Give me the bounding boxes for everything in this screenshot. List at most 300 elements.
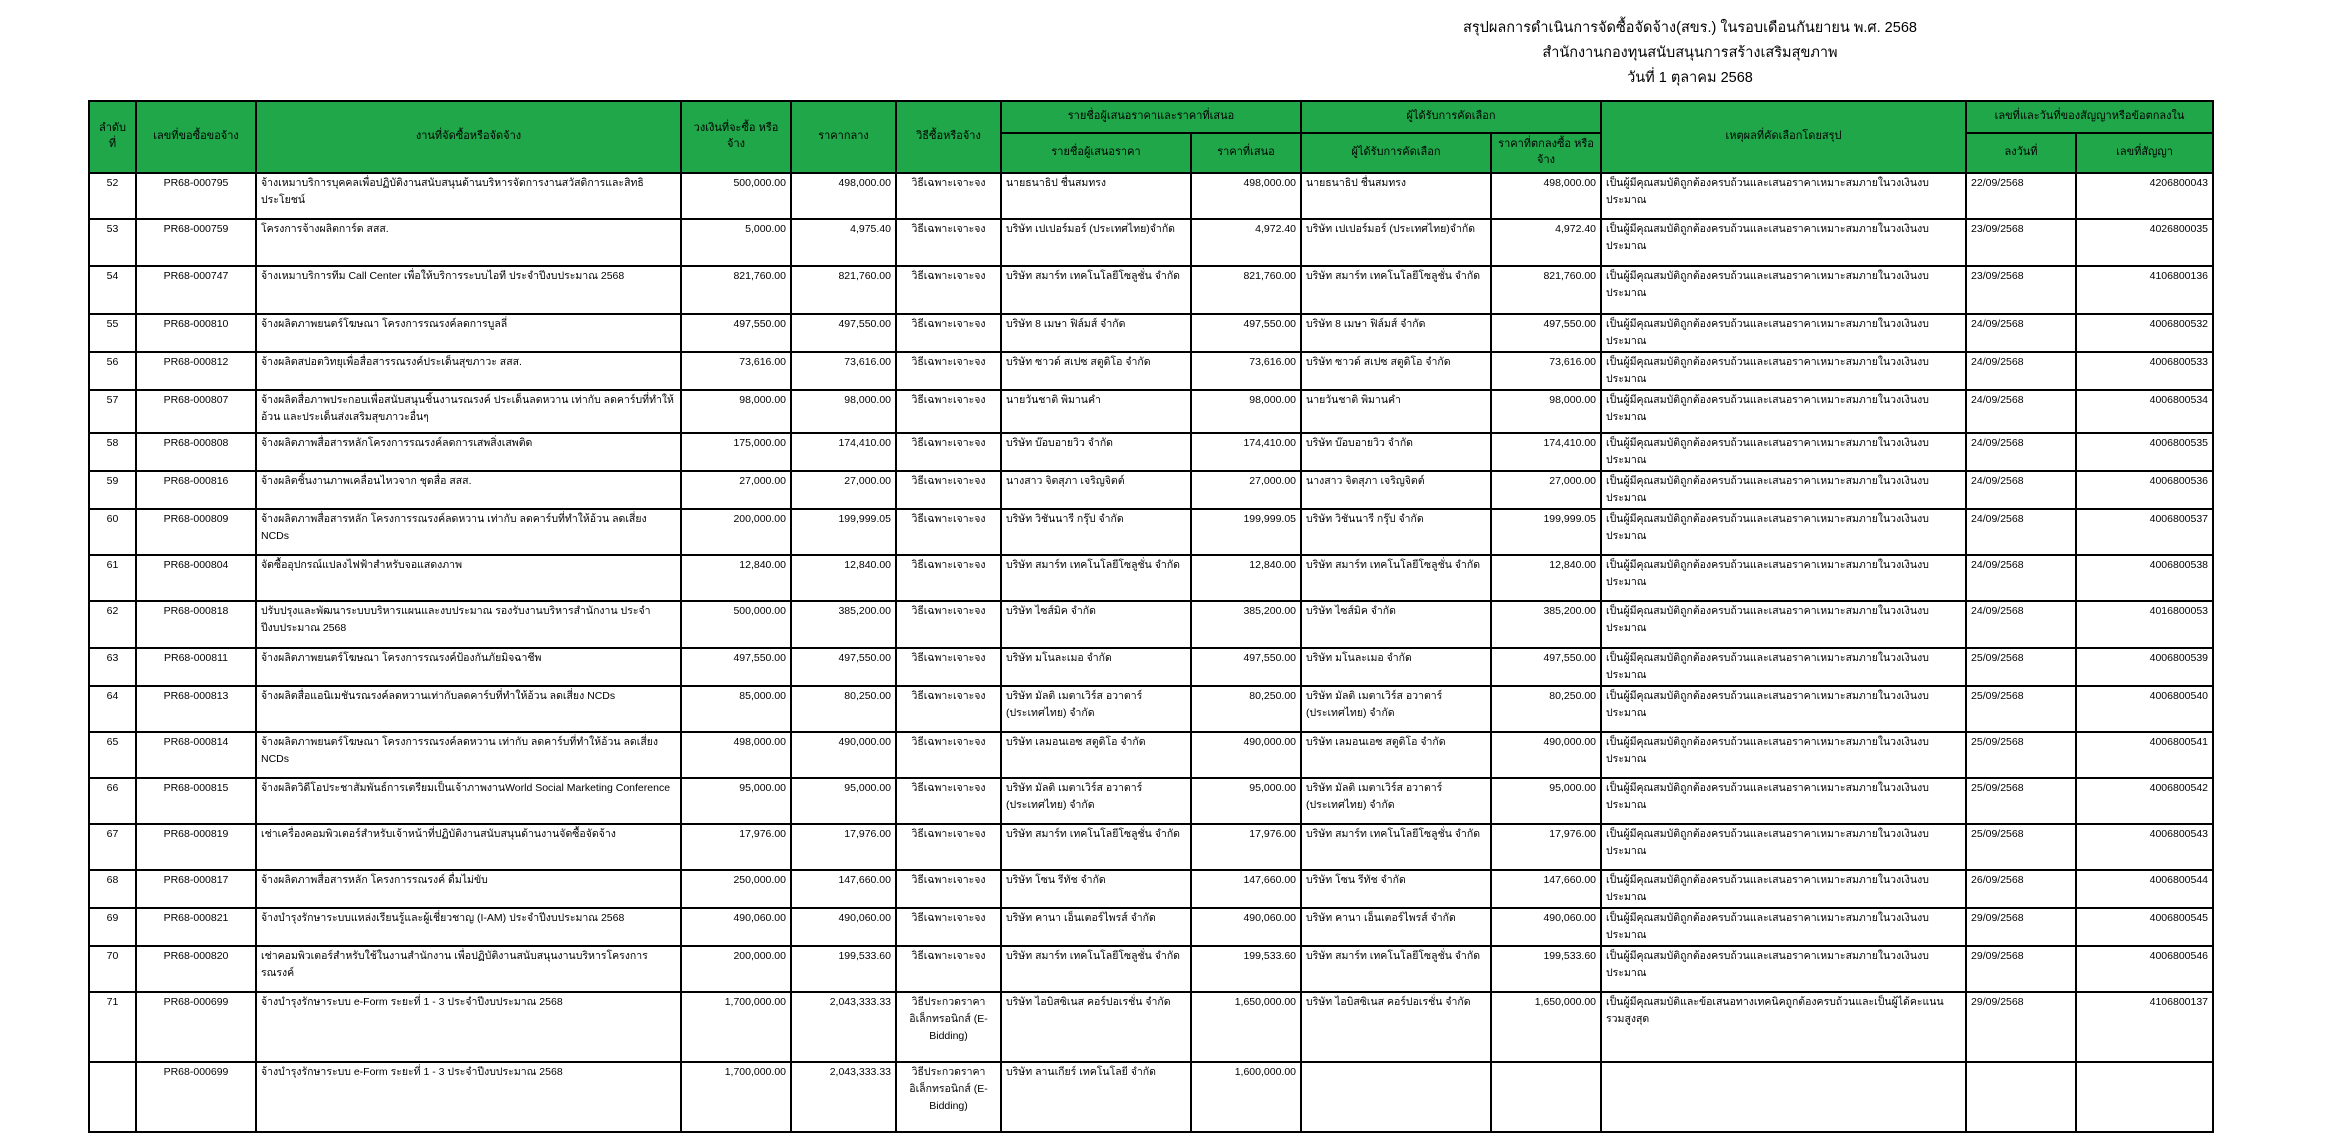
col-header-contract-group: เลขที่และวันที่ของสัญญาหรือข้อตกลงใน — [1966, 101, 2213, 133]
cell-agreed-price: 490,000.00 — [1491, 732, 1601, 778]
cell-bidder: บริษัท มัลติ เมตาเวิร์ส อวาตาร์ (ประเทศไทย) จำกัด — [1001, 686, 1191, 732]
cell-winner: บริษัท สมาร์ท เทคโนโลยีโซลูชั่น จำกัด — [1301, 824, 1491, 870]
cell-job: จ้างเหมาบริการบุคคลเพื่อปฏิบัติงานสนับสนุนด้านบริหารจัดการงานสวัสดิการและสิทธิประโยชน์ — [256, 173, 681, 219]
cell-sign-date: 24/09/2568 — [1966, 555, 2076, 601]
cell-winner: นายวันชาติ พิมานคำ — [1301, 390, 1491, 433]
cell-method: วิธีเฉพาะเจาะจง — [896, 824, 1001, 870]
cell-bidder: นายธนาธิป ชื่นสมทรง — [1001, 173, 1191, 219]
cell-request-no: PR68-000759 — [136, 219, 256, 266]
table-row — [89, 433, 2213, 471]
table-row — [89, 648, 2213, 686]
cell-bid-price: 73,616.00 — [1191, 352, 1301, 390]
cell-winner: บริษัท มัลติ เมตาเวิร์ส อวาตาร์ (ประเทศไทย) จำกัด — [1301, 778, 1491, 824]
cell-method: วิธีประกวดราคาอิเล็กทรอนิกส์ (E-Bidding) — [896, 1062, 1001, 1132]
cell-no: 60 — [89, 509, 136, 555]
cell-request-no: PR68-000804 — [136, 555, 256, 601]
cell-bidder: บริษัท เลมอนเอซ สตูดิโอ จำกัด — [1001, 732, 1191, 778]
cell-bidder: บริษัท บ๊อบอายวิว จำกัด — [1001, 433, 1191, 471]
cell-budget: 17,976.00 — [681, 824, 791, 870]
cell-job: จ้างผลิตภาพยนตร์โฆษณา โครงการรณรงค์ลดการบูลลี่ — [256, 314, 681, 352]
cell-reason — [1601, 1062, 1966, 1132]
cell-agreed-price: 490,060.00 — [1491, 908, 1601, 946]
cell-method: วิธีเฉพาะเจาะจง — [896, 352, 1001, 390]
cell-mid-price: 199,999.05 — [791, 509, 896, 555]
cell-no: 57 — [89, 390, 136, 433]
cell-job: จัดซื้ออุปกรณ์แปลงไฟฟ้าสำหรับจอแสดงภาพ — [256, 555, 681, 601]
cell-bidder: บริษัท ไซส์มิค จำกัด — [1001, 601, 1191, 648]
cell-no — [89, 1062, 136, 1132]
col-header-budget: วงเงินที่จะซื้อ หรือจ้าง — [681, 101, 791, 173]
cell-reason: เป็นผู้มีคุณสมบัติและข้อเสนอทางเทคนิคถูกต้องครบถ้วนและเป็นผู้ได้คะแนนรวมสูงสุด — [1601, 992, 1966, 1062]
cell-agreed-price: 17,976.00 — [1491, 824, 1601, 870]
cell-contract-no: 4026800035 — [2076, 219, 2213, 266]
cell-reason: เป็นผู้มีคุณสมบัติถูกต้องครบถ้วนและเสนอราคาเหมาะสมภายในวงเงินงบประมาณ — [1601, 648, 1966, 686]
table-row — [89, 390, 2213, 433]
cell-bid-price: 497,550.00 — [1191, 314, 1301, 352]
cell-mid-price: 4,975.40 — [791, 219, 896, 266]
cell-job: จ้างผลิตภาพสื่อสารหลักโครงการรณรงค์ลดการเสพสิ่งเสพติด — [256, 433, 681, 471]
cell-no: 56 — [89, 352, 136, 390]
cell-bidder: บริษัท คานา เอ็นเตอร์ไพรส์ จำกัด — [1001, 908, 1191, 946]
table-row — [89, 686, 2213, 732]
cell-budget: 497,550.00 — [681, 314, 791, 352]
cell-reason: เป็นผู้มีคุณสมบัติถูกต้องครบถ้วนและเสนอราคาเหมาะสมภายในวงเงินงบประมาณ — [1601, 824, 1966, 870]
cell-request-no: PR68-000813 — [136, 686, 256, 732]
cell-no: 59 — [89, 471, 136, 509]
cell-agreed-price: 147,660.00 — [1491, 870, 1601, 908]
cell-contract-no: 4206800043 — [2076, 173, 2213, 219]
cell-contract-no: 4006800545 — [2076, 908, 2213, 946]
cell-mid-price: 2,043,333.33 — [791, 992, 896, 1062]
cell-job: จ้างผลิตสื่อภาพประกอบเพื่อสนับสนุนชิ้นงานรณรงค์ ประเด็นลดหวาน เท่ากับ ลดคาร์บที่ทำให้อ้วน และประเด็นส่งเสริมสุขภาวะอื่นๆ — [256, 390, 681, 433]
cell-bidder: บริษัท โซน รีทัช จำกัด — [1001, 870, 1191, 908]
cell-method: วิธีเฉพาะเจาะจง — [896, 433, 1001, 471]
cell-budget: 95,000.00 — [681, 778, 791, 824]
cell-method: วิธีเฉพาะเจาะจง — [896, 173, 1001, 219]
cell-method: วิธีเฉพาะเจาะจง — [896, 219, 1001, 266]
cell-bid-price: 174,410.00 — [1191, 433, 1301, 471]
cell-request-no: PR68-000808 — [136, 433, 256, 471]
cell-method: วิธีเฉพาะเจาะจง — [896, 266, 1001, 314]
table-row — [89, 732, 2213, 778]
cell-budget: 1,700,000.00 — [681, 992, 791, 1062]
cell-bid-price: 147,660.00 — [1191, 870, 1301, 908]
cell-contract-no: 4006800538 — [2076, 555, 2213, 601]
cell-contract-no: 4006800532 — [2076, 314, 2213, 352]
cell-bid-price: 17,976.00 — [1191, 824, 1301, 870]
cell-winner: บริษัท มัลติ เมตาเวิร์ส อวาตาร์ (ประเทศไทย) จำกัด — [1301, 686, 1491, 732]
table-row — [89, 778, 2213, 824]
cell-contract-no: 4006800537 — [2076, 509, 2213, 555]
cell-reason: เป็นผู้มีคุณสมบัติถูกต้องครบถ้วนและเสนอราคาเหมาะสมภายในวงเงินงบประมาณ — [1601, 219, 1966, 266]
cell-budget: 200,000.00 — [681, 509, 791, 555]
cell-request-no: PR68-000795 — [136, 173, 256, 219]
cell-winner: บริษัท ซาวด์ สเปซ สตูดิโอ จำกัด — [1301, 352, 1491, 390]
cell-winner: บริษัท บ๊อบอายวิว จำกัด — [1301, 433, 1491, 471]
cell-budget: 200,000.00 — [681, 946, 791, 992]
col-header-bid-price: ราคาที่เสนอ — [1191, 133, 1301, 173]
cell-no: 69 — [89, 908, 136, 946]
cell-contract-no: 4006800534 — [2076, 390, 2213, 433]
cell-bid-price: 490,000.00 — [1191, 732, 1301, 778]
cell-agreed-price: 73,616.00 — [1491, 352, 1601, 390]
cell-budget: 27,000.00 — [681, 471, 791, 509]
cell-agreed-price: 385,200.00 — [1491, 601, 1601, 648]
cell-agreed-price: 498,000.00 — [1491, 173, 1601, 219]
cell-job: จ้างเหมาบริการทีม Call Center เพื่อให้บริการระบบไอที ประจำปีงบประมาณ 2568 — [256, 266, 681, 314]
cell-job: จ้างผลิตภาพยนตร์โฆษณา โครงการรณรงค์ลดหวาน เท่ากับ ลดคาร์บที่ทำให้อ้วน ลดเสี่ยง NCDs — [256, 732, 681, 778]
cell-sign-date: 23/09/2568 — [1966, 266, 2076, 314]
cell-sign-date: 24/09/2568 — [1966, 601, 2076, 648]
cell-job: จ้างผลิตชิ้นงานภาพเคลื่อนไหวจาก ชุดสื่อ สสส. — [256, 471, 681, 509]
procurement-table — [88, 100, 2214, 1133]
cell-mid-price: 490,060.00 — [791, 908, 896, 946]
cell-bidder: บริษัท ซาวด์ สเปซ สตูดิโอ จำกัด — [1001, 352, 1191, 390]
cell-sign-date: 23/09/2568 — [1966, 219, 2076, 266]
cell-bidder: บริษัท สมาร์ท เทคโนโลยีโซลูชั่น จำกัด — [1001, 946, 1191, 992]
cell-budget: 498,000.00 — [681, 732, 791, 778]
cell-bid-price: 490,060.00 — [1191, 908, 1301, 946]
report-title-line3: วันที่ 1 ตุลาคม 2568 — [1627, 70, 1753, 86]
cell-bid-price: 385,200.00 — [1191, 601, 1301, 648]
cell-budget: 821,760.00 — [681, 266, 791, 314]
cell-contract-no: 4106800136 — [2076, 266, 2213, 314]
cell-reason: เป็นผู้มีคุณสมบัติถูกต้องครบถ้วนและเสนอราคาเหมาะสมภายในวงเงินงบประมาณ — [1601, 946, 1966, 992]
cell-sign-date: 25/09/2568 — [1966, 686, 2076, 732]
cell-job: โครงการจ้างผลิตการ์ด สสส. — [256, 219, 681, 266]
cell-winner: บริษัท 8 เมษา ฟิล์มส์ จำกัด — [1301, 314, 1491, 352]
cell-method: วิธีเฉพาะเจาะจง — [896, 390, 1001, 433]
cell-bidder: บริษัท วิชันนารี กรุ๊ป จำกัด — [1001, 509, 1191, 555]
cell-sign-date: 29/09/2568 — [1966, 946, 2076, 992]
cell-budget: 73,616.00 — [681, 352, 791, 390]
cell-budget: 250,000.00 — [681, 870, 791, 908]
cell-no: 62 — [89, 601, 136, 648]
cell-reason: เป็นผู้มีคุณสมบัติถูกต้องครบถ้วนและเสนอราคาเหมาะสมภายในวงเงินงบประมาณ — [1601, 870, 1966, 908]
cell-request-no: PR68-000814 — [136, 732, 256, 778]
cell-agreed-price: 27,000.00 — [1491, 471, 1601, 509]
cell-budget: 85,000.00 — [681, 686, 791, 732]
table-row — [89, 601, 2213, 648]
cell-sign-date: 24/09/2568 — [1966, 390, 2076, 433]
table-row — [89, 352, 2213, 390]
col-header-winner: ผู้ได้รับการคัดเลือก — [1301, 133, 1491, 173]
cell-bid-price: 80,250.00 — [1191, 686, 1301, 732]
cell-sign-date: 22/09/2568 — [1966, 173, 2076, 219]
cell-budget: 500,000.00 — [681, 173, 791, 219]
cell-mid-price: 498,000.00 — [791, 173, 896, 219]
cell-winner: บริษัท สมาร์ท เทคโนโลยีโซลูชั่น จำกัด — [1301, 555, 1491, 601]
cell-bid-price: 12,840.00 — [1191, 555, 1301, 601]
cell-request-no: PR68-000821 — [136, 908, 256, 946]
cell-method: วิธีประกวดราคาอิเล็กทรอนิกส์ (E-Bidding) — [896, 992, 1001, 1062]
cell-bidder: นางสาว จิตสุภา เจริญจิตต์ — [1001, 471, 1191, 509]
cell-no: 55 — [89, 314, 136, 352]
cell-sign-date: 29/09/2568 — [1966, 992, 2076, 1062]
report-title-line2: สำนักงานกองทุนสนับสนุนการสร้างเสริมสุขภาพ — [1542, 45, 1838, 61]
col-header-no: ลำดับ ที่ — [89, 101, 136, 173]
cell-reason: เป็นผู้มีคุณสมบัติถูกต้องครบถ้วนและเสนอราคาเหมาะสมภายในวงเงินงบประมาณ — [1601, 352, 1966, 390]
cell-agreed-price: 4,972.40 — [1491, 219, 1601, 266]
table-row — [89, 824, 2213, 870]
cell-no: 54 — [89, 266, 136, 314]
cell-winner: บริษัท วิชันนารี กรุ๊ป จำกัด — [1301, 509, 1491, 555]
cell-bid-price: 98,000.00 — [1191, 390, 1301, 433]
cell-contract-no: 4016800053 — [2076, 601, 2213, 648]
cell-no: 71 — [89, 992, 136, 1062]
cell-bidder: นายวันชาติ พิมานคำ — [1001, 390, 1191, 433]
col-header-job: งานที่จัดซื้อหรือจัดจ้าง — [256, 101, 681, 173]
cell-agreed-price: 821,760.00 — [1491, 266, 1601, 314]
cell-method: วิธีเฉพาะเจาะจง — [896, 471, 1001, 509]
cell-reason: เป็นผู้มีคุณสมบัติถูกต้องครบถ้วนและเสนอราคาเหมาะสมภายในวงเงินงบประมาณ — [1601, 314, 1966, 352]
cell-winner: บริษัท โซน รีทัช จำกัด — [1301, 870, 1491, 908]
col-header-bidders-group: รายชื่อผู้เสนอราคาและราคาที่เสนอ — [1001, 101, 1301, 133]
cell-winner: บริษัท มโนละเมอ จำกัด — [1301, 648, 1491, 686]
cell-agreed-price: 95,000.00 — [1491, 778, 1601, 824]
table-row — [89, 908, 2213, 946]
cell-reason: เป็นผู้มีคุณสมบัติถูกต้องครบถ้วนและเสนอราคาเหมาะสมภายในวงเงินงบประมาณ — [1601, 471, 1966, 509]
table-row — [89, 314, 2213, 352]
cell-contract-no: 4006800543 — [2076, 824, 2213, 870]
table-row — [89, 992, 2213, 1062]
table-row — [89, 555, 2213, 601]
cell-budget: 1,700,000.00 — [681, 1062, 791, 1132]
cell-request-no: PR68-000812 — [136, 352, 256, 390]
cell-reason: เป็นผู้มีคุณสมบัติถูกต้องครบถ้วนและเสนอราคาเหมาะสมภายในวงเงินงบประมาณ — [1601, 778, 1966, 824]
table-row — [89, 870, 2213, 908]
cell-bid-price: 497,550.00 — [1191, 648, 1301, 686]
cell-mid-price: 73,616.00 — [791, 352, 896, 390]
cell-contract-no: 4006800546 — [2076, 946, 2213, 992]
cell-mid-price: 98,000.00 — [791, 390, 896, 433]
cell-winner: บริษัท เลมอนเอซ สตูดิโอ จำกัด — [1301, 732, 1491, 778]
cell-winner: บริษัท ไซส์มิค จำกัด — [1301, 601, 1491, 648]
cell-reason: เป็นผู้มีคุณสมบัติถูกต้องครบถ้วนและเสนอราคาเหมาะสมภายในวงเงินงบประมาณ — [1601, 173, 1966, 219]
cell-winner: บริษัท เปเปอร์มอร์ (ประเทศไทย)จำกัด — [1301, 219, 1491, 266]
cell-job: จ้างผลิตภาพยนตร์โฆษณา โครงการรณรงค์ป้องกันภัยมิจฉาชีพ — [256, 648, 681, 686]
cell-bid-price: 821,760.00 — [1191, 266, 1301, 314]
cell-no: 61 — [89, 555, 136, 601]
col-header-contract-no: เลขที่สัญญา — [2076, 133, 2213, 173]
cell-reason: เป็นผู้มีคุณสมบัติถูกต้องครบถ้วนและเสนอราคาเหมาะสมภายในวงเงินงบประมาณ — [1601, 732, 1966, 778]
cell-method: วิธีเฉพาะเจาะจง — [896, 686, 1001, 732]
cell-job: จ้างบำรุงรักษาระบบแหล่งเรียนรู้และผู้เชี่ยวชาญ (I-AM) ประจำปีงบประมาณ 2568 — [256, 908, 681, 946]
cell-agreed-price: 1,650,000.00 — [1491, 992, 1601, 1062]
cell-mid-price: 821,760.00 — [791, 266, 896, 314]
cell-mid-price: 27,000.00 — [791, 471, 896, 509]
cell-winner: บริษัท ไอบิสซิเนส คอร์ปอเรชั่น จำกัด — [1301, 992, 1491, 1062]
cell-method: วิธีเฉพาะเจาะจง — [896, 648, 1001, 686]
cell-no: 53 — [89, 219, 136, 266]
cell-method: วิธีเฉพาะเจาะจง — [896, 908, 1001, 946]
cell-reason: เป็นผู้มีคุณสมบัติถูกต้องครบถ้วนและเสนอราคาเหมาะสมภายในวงเงินงบประมาณ — [1601, 601, 1966, 648]
cell-sign-date: 25/09/2568 — [1966, 648, 2076, 686]
cell-sign-date: 24/09/2568 — [1966, 471, 2076, 509]
col-header-winner-group: ผู้ได้รับการคัดเลือก — [1301, 101, 1601, 133]
cell-contract-no: 4006800541 — [2076, 732, 2213, 778]
cell-reason: เป็นผู้มีคุณสมบัติถูกต้องครบถ้วนและเสนอราคาเหมาะสมภายในวงเงินงบประมาณ — [1601, 390, 1966, 433]
cell-request-no: PR68-000819 — [136, 824, 256, 870]
col-header-reason: เหตุผลที่คัดเลือกโดยสรุป — [1601, 101, 1966, 173]
cell-bid-price: 27,000.00 — [1191, 471, 1301, 509]
cell-sign-date — [1966, 1062, 2076, 1132]
cell-sign-date: 24/09/2568 — [1966, 433, 2076, 471]
cell-reason: เป็นผู้มีคุณสมบัติถูกต้องครบถ้วนและเสนอราคาเหมาะสมภายในวงเงินงบประมาณ — [1601, 266, 1966, 314]
cell-mid-price: 80,250.00 — [791, 686, 896, 732]
cell-mid-price: 2,043,333.33 — [791, 1062, 896, 1132]
cell-contract-no: 4106800137 — [2076, 992, 2213, 1062]
cell-contract-no: 4006800536 — [2076, 471, 2213, 509]
cell-request-no: PR68-000817 — [136, 870, 256, 908]
cell-bid-price: 4,972.40 — [1191, 219, 1301, 266]
cell-method: วิธีเฉพาะเจาะจง — [896, 509, 1001, 555]
cell-agreed-price: 199,999.05 — [1491, 509, 1601, 555]
cell-request-no: PR68-000811 — [136, 648, 256, 686]
cell-no: 58 — [89, 433, 136, 471]
table-row — [89, 946, 2213, 992]
cell-agreed-price — [1491, 1062, 1601, 1132]
cell-bid-price: 1,600,000.00 — [1191, 1062, 1301, 1132]
cell-method: วิธีเฉพาะเจาะจง — [896, 870, 1001, 908]
cell-sign-date: 25/09/2568 — [1966, 778, 2076, 824]
cell-contract-no — [2076, 1062, 2213, 1132]
table-row — [89, 471, 2213, 509]
cell-mid-price: 147,660.00 — [791, 870, 896, 908]
cell-bidder: บริษัท มโนละเมอ จำกัด — [1001, 648, 1191, 686]
cell-contract-no: 4006800533 — [2076, 352, 2213, 390]
cell-reason: เป็นผู้มีคุณสมบัติถูกต้องครบถ้วนและเสนอราคาเหมาะสมภายในวงเงินงบประมาณ — [1601, 686, 1966, 732]
cell-budget: 500,000.00 — [681, 601, 791, 648]
cell-mid-price: 12,840.00 — [791, 555, 896, 601]
col-header-mid-price: ราคากลาง — [791, 101, 896, 173]
cell-request-no: PR68-000699 — [136, 992, 256, 1062]
cell-bid-price: 199,533.60 — [1191, 946, 1301, 992]
cell-winner: บริษัท สมาร์ท เทคโนโลยีโซลูชั่น จำกัด — [1301, 946, 1491, 992]
cell-agreed-price: 174,410.00 — [1491, 433, 1601, 471]
cell-sign-date: 25/09/2568 — [1966, 824, 2076, 870]
cell-job: เช่าเครื่องคอมพิวเตอร์สำหรับเจ้าหน้าที่ปฏิบัติงานสนับสนุนด้านงานจัดซื้อจัดจ้าง — [256, 824, 681, 870]
cell-mid-price: 497,550.00 — [791, 648, 896, 686]
cell-job: จ้างบำรุงรักษาระบบ e-Form ระยะที่ 1 - 3 ประจำปีงบประมาณ 2568 — [256, 992, 681, 1062]
cell-sign-date: 25/09/2568 — [1966, 732, 2076, 778]
cell-request-no: PR68-000807 — [136, 390, 256, 433]
cell-contract-no: 4006800539 — [2076, 648, 2213, 686]
cell-budget: 12,840.00 — [681, 555, 791, 601]
cell-no: 52 — [89, 173, 136, 219]
cell-job: จ้างผลิตภาพสื่อสารหลัก โครงการรณรงค์ ดื่มไม่ขับ — [256, 870, 681, 908]
cell-bidder: บริษัท สมาร์ท เทคโนโลยีโซลูชั่น จำกัด — [1001, 824, 1191, 870]
cell-sign-date: 24/09/2568 — [1966, 509, 2076, 555]
cell-job: ปรับปรุงและพัฒนาระบบบริหารแผนและงบประมาณ รองรับงานบริหารสำนักงาน ประจำปีงบประมาณ 2568 — [256, 601, 681, 648]
cell-agreed-price: 98,000.00 — [1491, 390, 1601, 433]
col-header-bidder: รายชื่อผู้เสนอราคา — [1001, 133, 1191, 173]
cell-bid-price: 199,999.05 — [1191, 509, 1301, 555]
table-row — [89, 266, 2213, 314]
cell-job: จ้างบำรุงรักษาระบบ e-Form ระยะที่ 1 - 3 ประจำปีงบประมาณ 2568 — [256, 1062, 681, 1132]
col-header-sign-date: ลงวันที่ — [1966, 133, 2076, 173]
cell-mid-price: 199,533.60 — [791, 946, 896, 992]
cell-method: วิธีเฉพาะเจาะจง — [896, 778, 1001, 824]
cell-budget: 175,000.00 — [681, 433, 791, 471]
cell-winner — [1301, 1062, 1491, 1132]
cell-request-no: PR68-000818 — [136, 601, 256, 648]
cell-bidder: บริษัท 8 เมษา ฟิล์มส์ จำกัด — [1001, 314, 1191, 352]
table-row — [89, 219, 2213, 266]
cell-agreed-price: 80,250.00 — [1491, 686, 1601, 732]
cell-sign-date: 24/09/2568 — [1966, 314, 2076, 352]
cell-mid-price: 490,000.00 — [791, 732, 896, 778]
table-row — [89, 173, 2213, 219]
col-header-method: วิธีซื้อหรือจ้าง — [896, 101, 1001, 173]
cell-bid-price: 1,650,000.00 — [1191, 992, 1301, 1062]
cell-bidder: บริษัท สมาร์ท เทคโนโลยีโซลูชั่น จำกัด — [1001, 266, 1191, 314]
cell-reason: เป็นผู้มีคุณสมบัติถูกต้องครบถ้วนและเสนอราคาเหมาะสมภายในวงเงินงบประมาณ — [1601, 555, 1966, 601]
cell-winner: นางสาว จิตสุภา เจริญจิตต์ — [1301, 471, 1491, 509]
cell-agreed-price: 497,550.00 — [1491, 648, 1601, 686]
cell-job: เช่าคอมพิวเตอร์สำหรับใช้ในงานสำนักงาน เพื่อปฏิบัติงานสนับสนุนงานบริหารโครงการรณรงค์ — [256, 946, 681, 992]
cell-reason: เป็นผู้มีคุณสมบัติถูกต้องครบถ้วนและเสนอราคาเหมาะสมภายในวงเงินงบประมาณ — [1601, 908, 1966, 946]
cell-mid-price: 174,410.00 — [791, 433, 896, 471]
table-header — [89, 101, 2213, 173]
cell-winner: บริษัท คานา เอ็นเตอร์ไพรส์ จำกัด — [1301, 908, 1491, 946]
cell-bid-price: 95,000.00 — [1191, 778, 1301, 824]
cell-agreed-price: 497,550.00 — [1491, 314, 1601, 352]
report-title-line1: สรุปผลการดำเนินการจัดซื้อจัดจ้าง(สขร.) ในรอบเดือนกันยายน พ.ศ. 2568 — [1463, 20, 1917, 36]
col-header-agreed-price: ราคาที่ตกลงซื้อ หรือจ้าง — [1491, 133, 1601, 173]
cell-job: จ้างผลิตภาพสื่อสารหลัก โครงการรณรงค์ลดหวาน เท่ากับ ลดคาร์บที่ทำให้อ้วน ลดเสี่ยง NCDs — [256, 509, 681, 555]
cell-job: จ้างผลิตวิดีโอประชาสัมพันธ์การเตรียมเป็นเจ้าภาพงานWorld Social Marketing Conference — [256, 778, 681, 824]
cell-bidder: บริษัท มัลติ เมตาเวิร์ส อวาตาร์ (ประเทศไทย) จำกัด — [1001, 778, 1191, 824]
cell-sign-date: 26/09/2568 — [1966, 870, 2076, 908]
table-row — [89, 509, 2213, 555]
cell-budget: 490,060.00 — [681, 908, 791, 946]
cell-sign-date: 24/09/2568 — [1966, 352, 2076, 390]
cell-request-no: PR68-000809 — [136, 509, 256, 555]
cell-bidder: บริษัท ลานเกียร์ เทคโนโลยี จำกัด — [1001, 1062, 1191, 1132]
cell-reason: เป็นผู้มีคุณสมบัติถูกต้องครบถ้วนและเสนอราคาเหมาะสมภายในวงเงินงบประมาณ — [1601, 509, 1966, 555]
cell-no: 65 — [89, 732, 136, 778]
cell-bidder: บริษัท สมาร์ท เทคโนโลยีโซลูชั่น จำกัด — [1001, 555, 1191, 601]
cell-no: 63 — [89, 648, 136, 686]
cell-contract-no: 4006800544 — [2076, 870, 2213, 908]
cell-method: วิธีเฉพาะเจาะจง — [896, 601, 1001, 648]
cell-request-no: PR68-000747 — [136, 266, 256, 314]
cell-winner: บริษัท สมาร์ท เทคโนโลยีโซลูชั่น จำกัด — [1301, 266, 1491, 314]
cell-method: วิธีเฉพาะเจาะจง — [896, 732, 1001, 778]
cell-budget: 98,000.00 — [681, 390, 791, 433]
cell-contract-no: 4006800540 — [2076, 686, 2213, 732]
cell-no: 67 — [89, 824, 136, 870]
cell-request-no: PR68-000815 — [136, 778, 256, 824]
cell-no: 70 — [89, 946, 136, 992]
report-title-block — [1190, 16, 2190, 91]
table-body — [89, 173, 2213, 1132]
cell-bidder: บริษัท ไอบิสซิเนส คอร์ปอเรชั่น จำกัด — [1001, 992, 1191, 1062]
cell-method: วิธีเฉพาะเจาะจง — [896, 555, 1001, 601]
cell-bid-price: 498,000.00 — [1191, 173, 1301, 219]
cell-mid-price: 385,200.00 — [791, 601, 896, 648]
cell-mid-price: 497,550.00 — [791, 314, 896, 352]
cell-request-no: PR68-000699 — [136, 1062, 256, 1132]
col-header-request-no: เลขที่ขอซื้อขอจ้าง — [136, 101, 256, 173]
cell-no: 64 — [89, 686, 136, 732]
cell-method: วิธีเฉพาะเจาะจง — [896, 314, 1001, 352]
cell-agreed-price: 199,533.60 — [1491, 946, 1601, 992]
cell-winner: นายธนาธิป ชื่นสมทรง — [1301, 173, 1491, 219]
cell-sign-date: 29/09/2568 — [1966, 908, 2076, 946]
cell-contract-no: 4006800535 — [2076, 433, 2213, 471]
